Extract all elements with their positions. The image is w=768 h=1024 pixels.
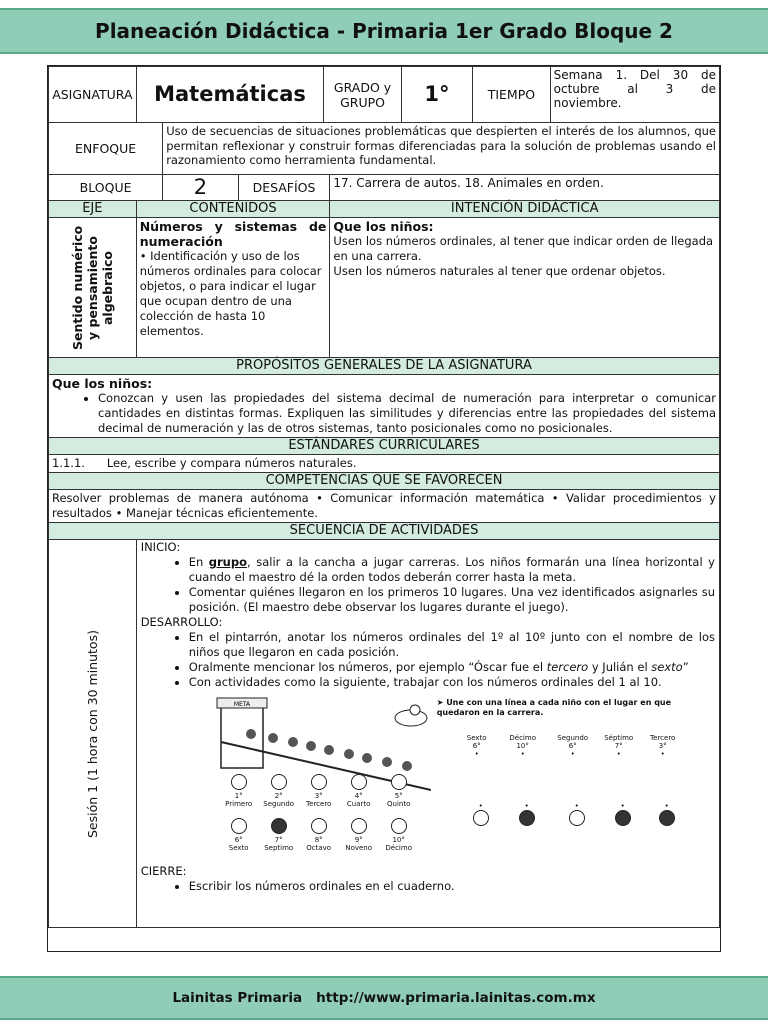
enfoque-label: ENFOQUE	[49, 123, 163, 175]
secuencia-cell	[136, 540, 719, 928]
intencion-cell	[330, 218, 720, 358]
inicio-item-1: • En grupo, salir a la cancha a jugar carreras. Los niños formarán una línea horizontal y cuando el maestro dé la orden todos deberán correr hasta la meta.	[189, 555, 715, 585]
intencion-1: Usen los números ordinales, al tener que indicar orden de llegada en una carrera.	[333, 234, 714, 263]
asignatura-label: ASIGNATURA	[49, 67, 137, 123]
tiempo-label: TIEMPO	[473, 67, 550, 123]
meta-label: META	[233, 701, 250, 708]
propositos-header: PROPÓSITOS GENERALES DE LA ASIGNATURA	[49, 358, 720, 375]
desarrollo-item-3: • Con actividades como la siguiente, trabajar con los números ordinales del 1 al 10.	[189, 675, 715, 690]
desarrollo-item-2: • Oralmente mencionar los números, por ejemplo “Óscar fue el tercero y Julián el sexto”	[189, 660, 715, 675]
enfoque-text: Uso de secuencias de situaciones problemáticas que despierten el interés de los alumnos, que permitan reflexionar y construir formas diferenciadas para la solución de problemas usando el razonamiento como herramienta fundamental.	[163, 123, 720, 175]
footer-banner	[0, 976, 768, 1020]
desafios-label: DESAFÍOS	[238, 175, 330, 201]
secuencia-header: SECUENCIA DE ACTIVIDADES	[49, 523, 720, 540]
eje-cell	[49, 218, 137, 358]
grado-label: GRADO y GRUPO	[324, 67, 401, 123]
header-banner	[0, 8, 768, 54]
asignatura-value: Matemáticas	[136, 67, 324, 123]
worksheet-instruction: ➤ Une con una línea a cada niño con el lugar en que quedaron en la carrera.	[436, 698, 672, 717]
propositos-cell	[49, 375, 720, 438]
contenidos-header: CONTENIDOS	[136, 201, 330, 218]
grado-value: 1°	[401, 67, 472, 123]
desarrollo-label: DESARROLLO:	[140, 615, 223, 629]
desarrollo-item-1: • En el pintarrón, anotar los números ordinales del 1º al 10º junto con el nombre de los niños que llegaron en cada posición.	[189, 630, 715, 660]
estandares-header: ESTÁNDARES CURRICULARES	[49, 438, 720, 455]
eje-header: EJE	[49, 201, 137, 218]
competencias-text: Resolver problemas de manera autónoma • Comunicar información matemática • Validar procedimientos y resultados • Manejar técnicas eficientemente.	[49, 490, 720, 523]
contenido-text: • Identificación y uso de los números ordinales para colocar objetos, o para indicar el lugar que ocupan dentro de una colección de hasta 10 elementos.	[139, 249, 322, 338]
desafios-value: 17. Carrera de autos. 18. Animales en orden.	[330, 175, 720, 201]
page-title: Planeación Didáctica - Primaria 1er Grado Bloque 2	[95, 19, 673, 43]
intencion-title: Que los niños:	[333, 219, 434, 234]
intencion-2: Usen los números naturales al tener que ordenar objetos.	[333, 264, 666, 278]
inicio-label: INICIO:	[140, 540, 181, 554]
cierre-item-1: • Escribir los números ordinales en el cuaderno.	[189, 879, 715, 894]
contenidos-cell	[136, 218, 330, 358]
eje-value: Sentido numérico y pensamiento algebraico	[69, 225, 115, 350]
estandares-text: 1.1.1. Lee, escribe y compara números naturales.	[49, 455, 720, 473]
bloque-label: BLOQUE	[49, 175, 163, 201]
planning-table	[48, 66, 720, 928]
contenido-title: Números y sistemas de numeración	[139, 219, 327, 249]
propositos-intro: Que los niños:	[52, 376, 153, 391]
sesion-label: Sesión 1 (1 hora con 30 minutos)	[84, 629, 100, 838]
planning-document	[47, 65, 721, 952]
worksheet-illustration: META ➤ Une con una línea a cada niño con el lugar en que quedaron en la carrera. Sexto 6° • Décimo 10° • Segundo 6° • Séptimo 7° • Tercero 3° • • • • • • 1° Primero 2° Segundo 3° Tercero 4° Cuarto 5° Quinto 6° Sexto 7° Septimo 8° Octavo 9° Noveno 10° Décimo	[141, 694, 715, 864]
cierre-label: CIERRE:	[140, 864, 187, 878]
tiempo-value: Semana 1. Del 30 de octubre al 3 de noviembre.	[550, 67, 719, 123]
competencias-header: COMPETENCIAS QUE SE FAVORECEN	[49, 473, 720, 490]
inicio-item-2: • Comentar quiénes llegaron en los primeros 10 lugares. Una vez identificados asignarles su posición. (El maestro debe observar los lugares durante el juego).	[189, 585, 715, 615]
sun-cloud-icon	[393, 700, 433, 730]
sesion-cell	[49, 540, 137, 928]
proposito-item: • Conozcan y usen las propiedades del sistema decimal de numeración para interpretar o comunicar cantidades en distintas formas. Expliquen las similitudes y diferencias entre las propiedades del sistema decimal de numeración y las de otros sistemas, tanto posicionales como no posicionales.	[98, 391, 716, 436]
bloque-value: 2	[163, 175, 238, 201]
intencion-header: INTENCIÓN DIDÁCTICA	[330, 201, 720, 218]
footer-text: Lainitas Primaria http://www.primaria.lainitas.com.mx	[172, 990, 596, 1006]
runner-icons	[246, 729, 412, 771]
